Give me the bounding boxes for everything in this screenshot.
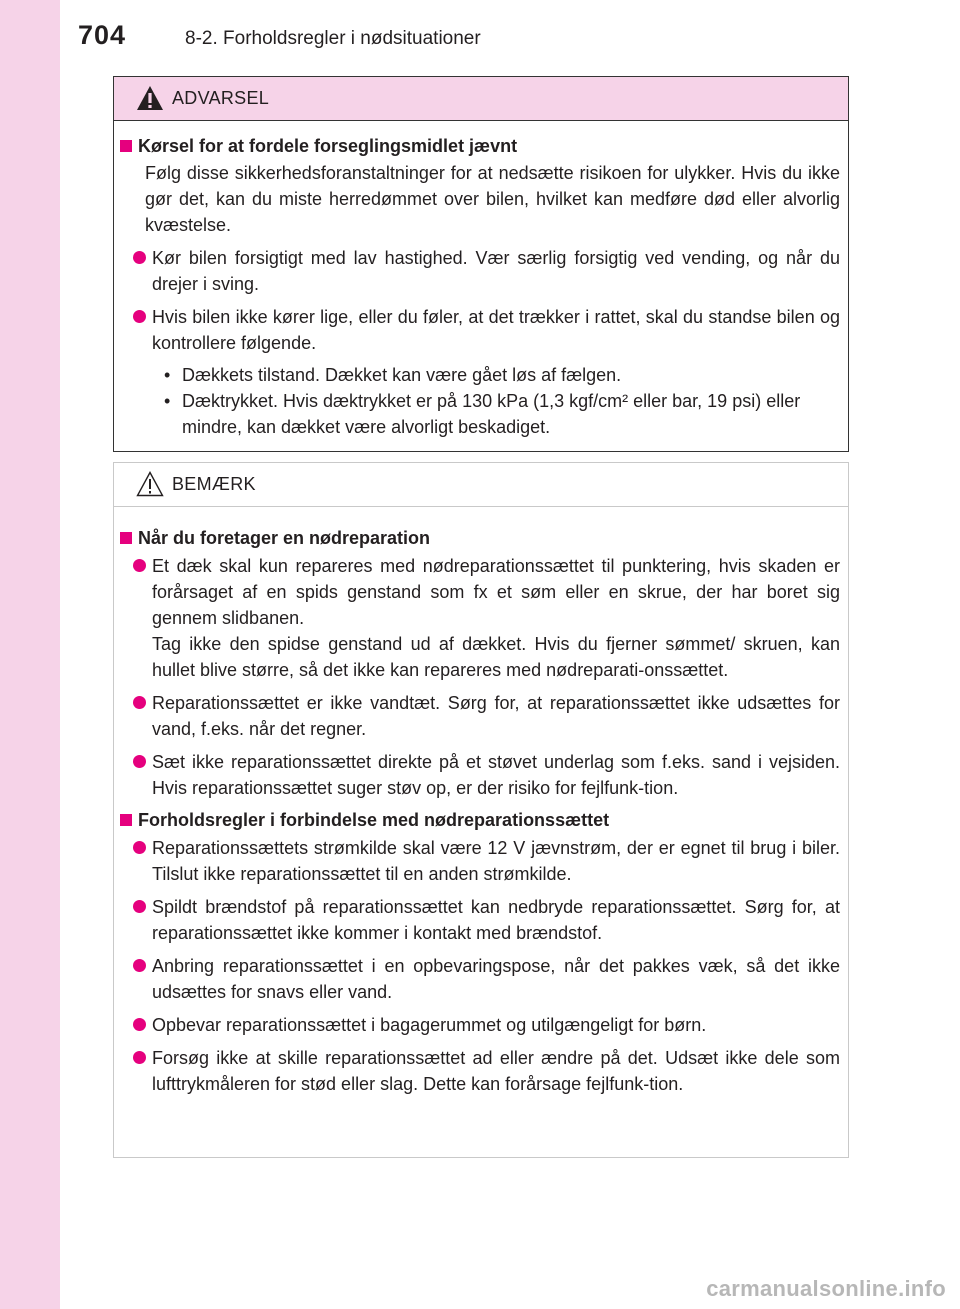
square-bullet-icon xyxy=(120,140,132,152)
warning-bullet-text: Kør bilen forsigtigt med lav hastighed. Vær særlig forsigtig ved vending, og når du drejer i sving. xyxy=(152,248,840,294)
warning-subitem-text: Dækkets tilstand. Dækket kan være gået løs af fælgen. xyxy=(182,365,622,385)
warning-subitem xyxy=(164,362,840,388)
warning-header xyxy=(114,77,848,121)
notice-bullet xyxy=(120,1045,840,1097)
notice-bullet-text: Et dæk skal kun repareres med nødreparationssættet til punktering, hvis skaden er forårsaget af en spids genstand som fx et søm eller en skrue, der har boret sig gennem slidbanen. xyxy=(152,556,840,628)
notice-bullet xyxy=(120,553,840,683)
notice-body xyxy=(114,507,848,1097)
notice-heading xyxy=(120,807,840,833)
notice-bullet xyxy=(120,749,840,801)
notice-heading-text: Forholdsregler i forbindelse med nødreparationssættet xyxy=(138,810,610,830)
manual-page xyxy=(60,0,960,1309)
watermark: carmanualsonline.info xyxy=(706,1276,946,1301)
notice-bullet-text: Reparationssættets strømkilde skal være 12 V jævnstrøm, der er egnet til brug i biler. Tilslut ikke reparationssættet til en anden strømkilde. xyxy=(152,838,840,884)
warning-triangle-icon xyxy=(136,85,164,111)
notice-bullet xyxy=(120,1012,840,1038)
circle-bullet-icon xyxy=(133,251,146,264)
warning-subitem xyxy=(164,388,840,440)
warning-box xyxy=(113,76,849,452)
page-number: 704 xyxy=(78,20,127,50)
notice-bullet-text: Anbring reparationssættet i en opbevaringspose, når det pakkes væk, så det ikke udsættes for snavs eller vand. xyxy=(152,956,840,1002)
warning-heading xyxy=(120,133,840,159)
notice-bullet-text: Sæt ikke reparationssættet direkte på et støvet underlag som f.eks. sand i vejsiden. Hvis reparationssættet suger støv op, er der risiko for fejlfunk-tion. xyxy=(152,752,840,798)
notice-heading-text: Når du foretager en nødreparation xyxy=(138,528,431,548)
notice-heading xyxy=(120,525,840,551)
circle-bullet-icon xyxy=(133,755,146,768)
warning-bullet-text: Hvis bilen ikke kører lige, eller du føler, at det trækker i rattet, skal du standse bilen og kontrollere følgende. xyxy=(152,307,840,353)
notice-title: BEMÆRK xyxy=(172,474,256,494)
dot-bullet-icon: • xyxy=(164,365,171,385)
notice-box xyxy=(113,462,849,1158)
circle-bullet-icon xyxy=(133,696,146,709)
section-title: 8-2. Forholdsregler i nødsituationer xyxy=(185,28,481,49)
notice-bullet-text: Opbevar reparationssættet i bagagerummet og utilgængeligt for børn. xyxy=(152,1015,707,1035)
square-bullet-icon xyxy=(120,814,132,826)
notice-bullet xyxy=(120,894,840,946)
circle-bullet-icon xyxy=(133,1051,146,1064)
circle-bullet-icon xyxy=(133,1018,146,1031)
warning-body xyxy=(114,121,848,440)
circle-bullet-icon xyxy=(133,959,146,972)
caution-triangle-icon xyxy=(136,471,164,497)
circle-bullet-icon xyxy=(133,310,146,323)
notice-bullet-text: Spildt brændstof på reparationssættet kan nedbryde reparationssættet. Sørg for, at reparationssættet ikke kommer i kontakt med brændstof. xyxy=(152,897,840,943)
notice-bullet xyxy=(120,835,840,887)
circle-bullet-icon xyxy=(133,559,146,572)
warning-intro: Følg disse sikkerhedsforanstaltninger for at nedsætte risikoen for ulykker. Hvis du ikke gør det, kan du miste herredømmet over bilen, hvilket kan medføre død eller alvorlig kvæstelse. xyxy=(145,163,840,235)
warning-bullet xyxy=(120,245,840,297)
notice-bullet-text: Reparationssættet er ikke vandtæt. Sørg for, at reparationssættet ikke udsættes for vand, f.eks. når det regner. xyxy=(152,693,840,739)
circle-bullet-icon xyxy=(133,841,146,854)
notice-header xyxy=(114,463,848,507)
page-header xyxy=(60,0,960,60)
notice-bullet-text: Forsøg ikke at skille reparationssættet ad eller ændre på det. Udsæt ikke dele som lufttrykmåleren for stød eller slag. Dette kan forårsage fejlfunk-tion. xyxy=(152,1048,840,1094)
warning-title: ADVARSEL xyxy=(172,88,270,108)
circle-bullet-icon xyxy=(133,900,146,913)
notice-bullet xyxy=(120,690,840,742)
warning-bullet xyxy=(120,304,840,356)
dot-bullet-icon: • xyxy=(164,391,171,411)
notice-bullet-extra: Tag ikke den spidse genstand ud af dækket. Hvis du fjerner sømmet/ skruen, kan hullet blive større, så det ikke kan repareres med nødreparati-onssættet. xyxy=(152,634,840,680)
square-bullet-icon xyxy=(120,532,132,544)
notice-bullet xyxy=(120,953,840,1005)
warning-heading-text: Kørsel for at fordele forseglingsmidlet jævnt xyxy=(138,136,518,156)
warning-subitem-text: Dæktrykket. Hvis dæktrykket er på 130 kPa (1,3 kgf/cm² eller bar, 19 psi) eller mindre, kan dækket være alvorligt beskadiget. xyxy=(182,391,801,437)
